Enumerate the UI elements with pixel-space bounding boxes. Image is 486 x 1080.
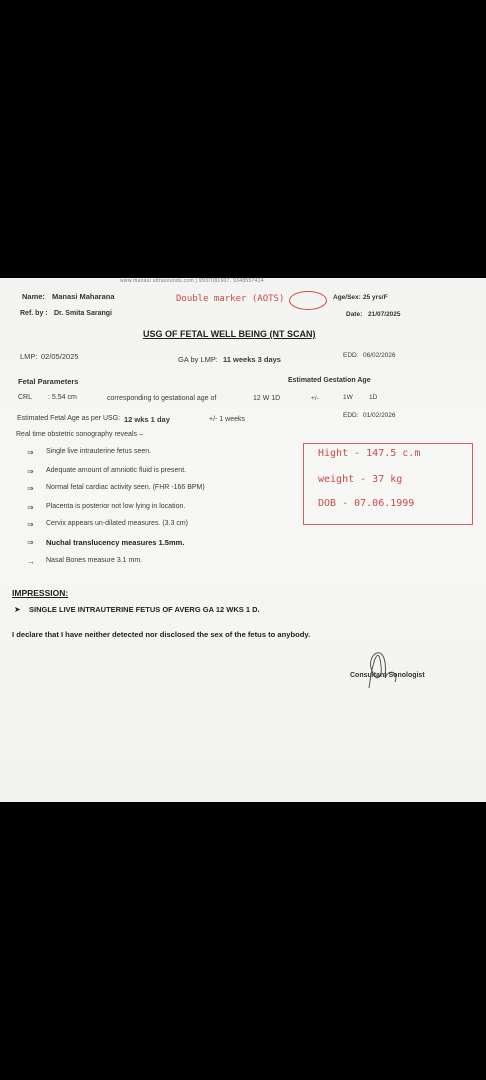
estimated-fetal-age-value: 12 wks 1 day bbox=[124, 415, 170, 424]
lmp-value: 02/05/2025 bbox=[41, 352, 79, 361]
declaration-text: I declare that I have neither detected nor disclosed the sex of the fetus to anybody. bbox=[12, 630, 311, 639]
finding-item: Cervix appears un-dilated measures. (3.3 cm) bbox=[46, 520, 189, 527]
finding-arrow-icon: ⇒ bbox=[27, 538, 34, 547]
finding-arrow-icon: ⇒ bbox=[27, 520, 34, 529]
ga-lmp-label: GA by LMP: bbox=[178, 355, 219, 364]
finding-arrow-icon: ⇒ bbox=[27, 448, 34, 457]
handwritten-weight: weight - 37 kg bbox=[318, 474, 403, 485]
report-paper bbox=[0, 278, 486, 802]
finding-item: Nasal Bones measure 3.1 mm. bbox=[46, 557, 143, 564]
date-label: Date: bbox=[346, 311, 363, 318]
clinic-header-strip: www.manasi ultrasounds.com | 9937081607, 9348557414 bbox=[120, 278, 264, 284]
handwritten-oval bbox=[289, 291, 327, 310]
handwritten-height: Hight - 147.5 c.m bbox=[318, 448, 421, 459]
finding-arrow-icon: ⇒ bbox=[27, 503, 34, 512]
finding-item: Nuchal translucency measures 1.5mm. bbox=[46, 538, 185, 547]
impression-heading: IMPRESSION: bbox=[12, 588, 69, 598]
crl-plus-minus: +/- bbox=[311, 395, 319, 402]
impression-arrow: ➤ bbox=[14, 605, 21, 614]
finding-arrow-icon: ⇒ bbox=[27, 484, 34, 493]
patient-name-value: Manasi Maharana bbox=[52, 292, 115, 301]
estimated-fetal-age-prefix: Estimated Fetal Age as per USG: bbox=[17, 415, 121, 422]
handwritten-double-marker-note: Double marker (AOTS) bbox=[176, 294, 285, 304]
patient-name-label: Name: bbox=[22, 292, 45, 301]
estimated-ga-heading: Estimated Gestation Age bbox=[288, 377, 371, 384]
finding-item: Normal fetal cardiac activity seen. (FHR -166 BPM) bbox=[46, 484, 205, 491]
crl-label: CRL bbox=[18, 394, 33, 401]
crl-ga-value: 12 W 1D bbox=[253, 395, 281, 402]
edd2-value: 01/02/2026 bbox=[363, 412, 396, 419]
lmp-label: LMP: bbox=[20, 352, 38, 361]
finding-item: Placenta is posterior not low lying in location. bbox=[46, 503, 186, 510]
report-title: USG OF FETAL WELL BEING (NT SCAN) bbox=[143, 329, 316, 339]
fetal-parameters-heading: Fetal Parameters bbox=[18, 377, 79, 386]
handwritten-dob: DOB - 07.06.1999 bbox=[318, 498, 415, 509]
edd2-label: EDD: bbox=[343, 412, 359, 419]
signature-title: Consultant Sonologist bbox=[350, 672, 425, 679]
signature-scribble bbox=[355, 638, 415, 694]
realtime-sonography-line: Real time obstetric sonography reveals – bbox=[16, 431, 143, 438]
crl-corresponding-text: corresponding to gestational age of bbox=[107, 395, 217, 402]
ref-label: Ref. by : bbox=[20, 310, 48, 317]
crl-variance-weeks: 1W bbox=[343, 394, 353, 401]
finding-arrow-icon: ⇒ bbox=[27, 467, 34, 476]
edd-label: EDD: bbox=[343, 352, 359, 359]
edd-value: 06/02/2026 bbox=[363, 352, 396, 359]
age-sex-value: 25 yrs/F bbox=[363, 294, 388, 301]
finding-arrow-icon: → bbox=[27, 557, 35, 566]
crl-variance-days: 1D bbox=[369, 394, 378, 401]
date-value: 21/07/2025 bbox=[368, 311, 401, 318]
ref-value: Dr. Smita Sarangi bbox=[54, 310, 112, 317]
finding-item: Single live intrauterine fetus seen. bbox=[46, 448, 152, 455]
finding-item: Adequate amount of amniotic fluid is present. bbox=[46, 467, 187, 474]
age-sex-label: Age/Sex: bbox=[333, 294, 361, 301]
impression-item: SINGLE LIVE INTRAUTERINE FETUS OF AVERG GA 12 WKS 1 D. bbox=[29, 605, 260, 614]
estimated-fetal-age-suffix: +/- 1 weeks bbox=[209, 416, 245, 423]
crl-value: : 5.54 cm bbox=[48, 394, 77, 401]
ga-lmp-value: 11 weeks 3 days bbox=[223, 355, 281, 364]
